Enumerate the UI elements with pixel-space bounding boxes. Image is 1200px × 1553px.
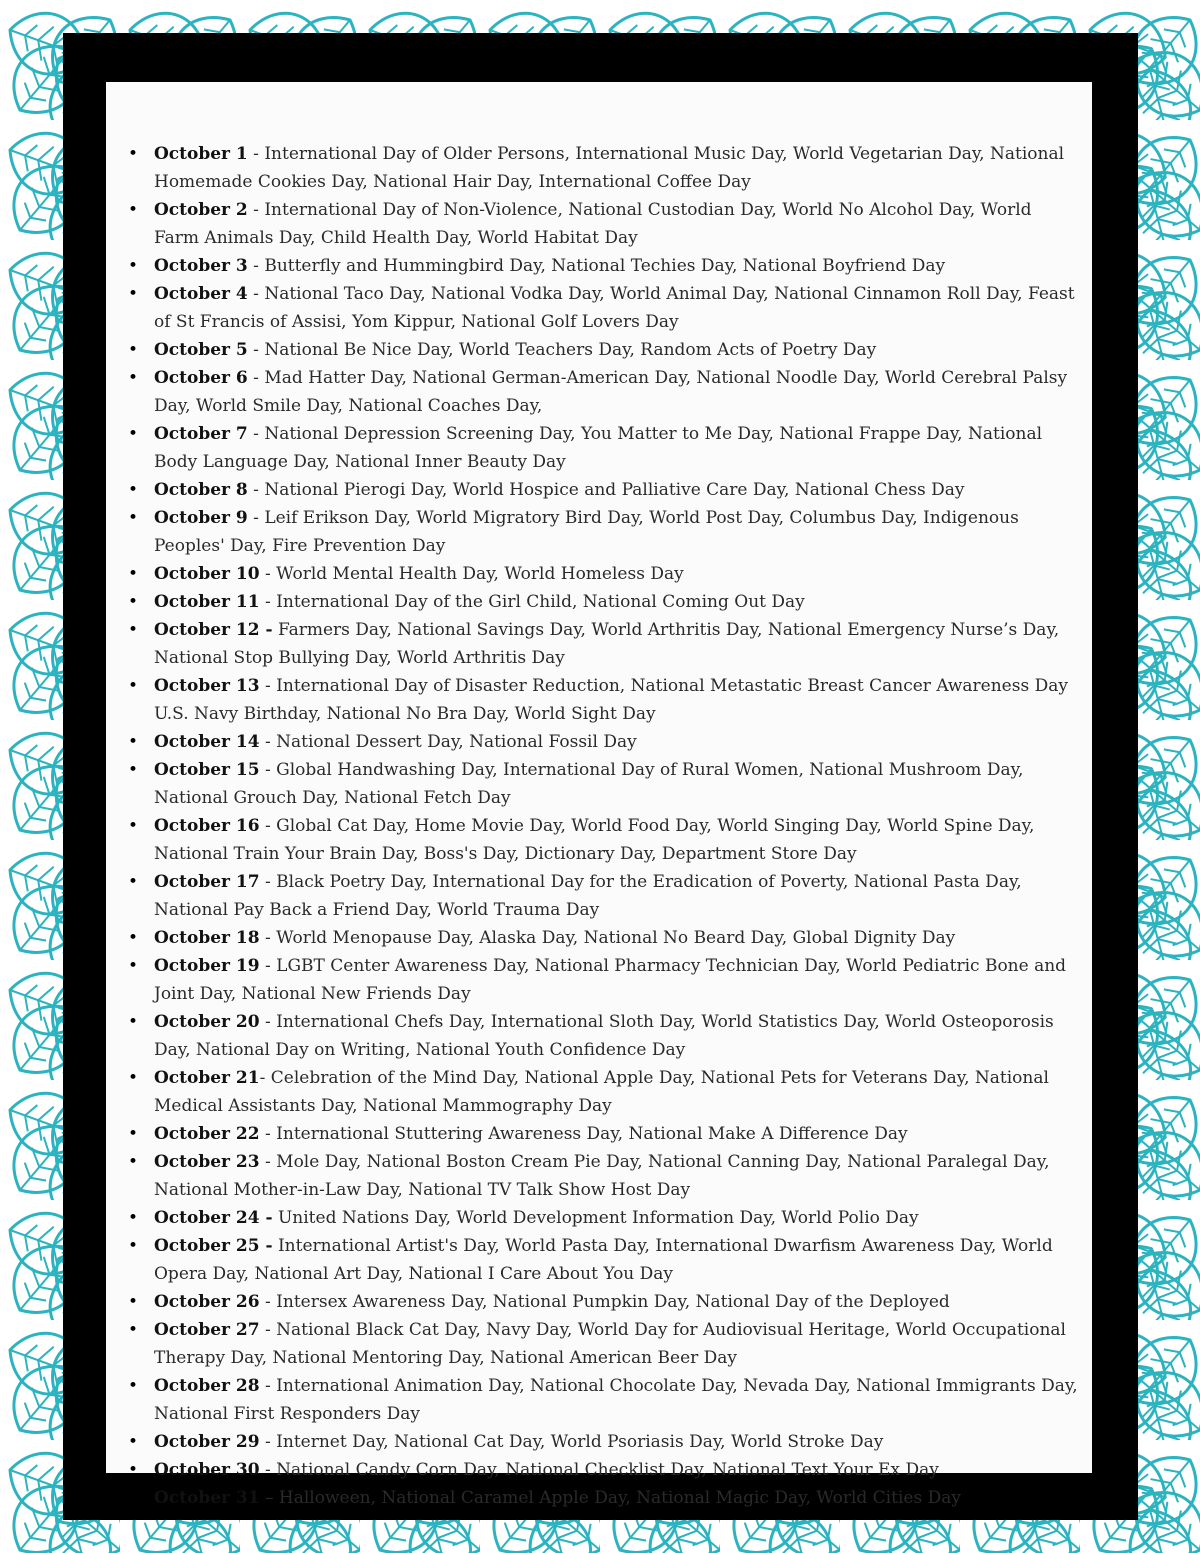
separator: - <box>259 928 277 948</box>
observances-text: Global Handwashing Day, International Day of Rural Women, National Mushroom Day, National Grouch Day, National Fetch Day <box>154 760 1024 808</box>
date-label: October 31 <box>154 1488 260 1508</box>
list-item <box>154 560 1079 588</box>
list-item <box>154 364 1079 420</box>
list-item <box>154 1484 1079 1512</box>
date-label: October 1 <box>154 144 248 164</box>
date-label: October 26 <box>154 1292 260 1312</box>
list-item <box>154 504 1079 560</box>
date-label: October 25 - <box>154 1236 273 1256</box>
date-label: October 15 <box>154 760 260 780</box>
separator: - <box>259 1012 277 1032</box>
list-item <box>154 280 1079 336</box>
date-label: October 6 <box>154 368 248 388</box>
separator: - <box>247 340 265 360</box>
observances-text: Global Cat Day, Home Movie Day, World Food Day, World Singing Day, World Spine Day, National Train Your Brain Day, Boss's Day, Dictionary Day, Department Store Day <box>154 816 1035 864</box>
list-item <box>154 1456 1079 1484</box>
date-label: October 19 <box>154 956 260 976</box>
list-item <box>154 1148 1079 1204</box>
date-label: October 4 <box>154 284 248 304</box>
date-label: October 28 <box>154 1376 260 1396</box>
date-label: October 10 <box>154 564 260 584</box>
date-label: October 7 <box>154 424 248 444</box>
observances-text: Leif Erikson Day, World Migratory Bird Day, World Post Day, Columbus Day, Indigenous Peoples' Day, Fire Prevention Day <box>154 508 1019 556</box>
separator: - <box>259 592 277 612</box>
list-item <box>154 868 1079 924</box>
observances-text: Halloween, National Caramel Apple Day, National Magic Day, World Cities Day <box>278 1488 961 1508</box>
observances-text: Farmers Day, National Savings Day, World Arthritis Day, National Emergency Nurse’s Day, National Stop Bullying Day, World Arthritis Day <box>154 620 1060 668</box>
list-item <box>154 140 1079 196</box>
date-label: October 24 - <box>154 1208 273 1228</box>
october-days-list <box>154 140 1079 1512</box>
date-label: October 27 <box>154 1320 260 1340</box>
observances-text: Black Poetry Day, International Day for the Eradication of Poverty, National Pasta Day, National Pay Back a Friend Day, World Trauma Day <box>154 872 1022 920</box>
black-frame <box>63 33 1138 1520</box>
observances-text: World Mental Health Day, World Homeless Day <box>276 564 684 584</box>
observances-text: National Black Cat Day, Navy Day, World Day for Audiovisual Heritage, World Occupational Therapy Day, National Mentoring Day, National American Beer Day <box>154 1320 1066 1368</box>
date-label: October 20 <box>154 1012 260 1032</box>
list-item <box>154 252 1079 280</box>
date-label: October 22 <box>154 1124 260 1144</box>
observances-text: International Chefs Day, International Sloth Day, World Statistics Day, World Osteoporosis Day, National Day on Writing, National Youth Confidence Day <box>154 1012 1054 1060</box>
list-item <box>154 1064 1079 1120</box>
date-label: October 14 <box>154 732 260 752</box>
list-item <box>154 812 1079 868</box>
list-item <box>154 588 1079 616</box>
date-label: October 16 <box>154 816 260 836</box>
list-item <box>154 336 1079 364</box>
date-label: October 12 - <box>154 620 273 640</box>
separator: - <box>259 1068 271 1088</box>
separator: - <box>259 956 277 976</box>
list-item <box>154 728 1079 756</box>
observances-text: National Taco Day, National Vodka Day, World Animal Day, National Cinnamon Roll Day, Feast of St Francis of Assisi, Yom Kippur, National Golf Lovers Day <box>154 284 1075 332</box>
separator: - <box>259 760 277 780</box>
observances-text: Celebration of the Mind Day, National Apple Day, National Pets for Veterans Day, National Medical Assistants Day, National Mammography Day <box>154 1068 1049 1116</box>
separator: - <box>247 508 265 528</box>
observances-text: International Day of Disaster Reduction, National Metastatic Breast Cancer Awareness Day U.S. Navy Birthday, National No Bra Day, World Sight Day <box>154 676 1068 724</box>
list-item <box>154 420 1079 476</box>
date-label: October 21 <box>154 1068 260 1088</box>
date-label: October 3 <box>154 256 248 276</box>
observances-text: National Candy Corn Day, National Checklist Day, National Text Your Ex Day <box>276 1460 939 1480</box>
observances-text: National Depression Screening Day, You Matter to Me Day, National Frappe Day, National Body Language Day, National Inner Beauty Day <box>154 424 1043 472</box>
separator: - <box>259 1292 277 1312</box>
list-item <box>154 756 1079 812</box>
list-item <box>154 1288 1079 1316</box>
observances-text: World Menopause Day, Alaska Day, National No Beard Day, Global Dignity Day <box>276 928 956 948</box>
list-item <box>154 196 1079 252</box>
date-label: October 11 <box>154 592 260 612</box>
observances-text: International Stuttering Awareness Day, National Make A Difference Day <box>276 1124 908 1144</box>
observances-text: Mad Hatter Day, National German-American Day, National Noodle Day, World Cerebral Palsy Day, World Smile Day, National Coaches Day, <box>154 368 1068 416</box>
list-item <box>154 1316 1079 1372</box>
date-label: October 8 <box>154 480 248 500</box>
date-label: October 2 <box>154 200 248 220</box>
list-item <box>154 616 1079 672</box>
date-label: October 30 <box>154 1460 260 1480</box>
date-label: October 13 <box>154 676 260 696</box>
observances-text: Internet Day, National Cat Day, World Psoriasis Day, World Stroke Day <box>276 1432 884 1452</box>
list-item <box>154 672 1079 728</box>
list-item <box>154 924 1079 952</box>
separator: - <box>247 480 265 500</box>
list-item <box>154 1204 1079 1232</box>
separator: - <box>247 256 265 276</box>
separator: – <box>259 1488 279 1508</box>
list-item <box>154 476 1079 504</box>
separator: - <box>259 1376 277 1396</box>
list-item <box>154 1120 1079 1148</box>
list-item <box>154 1232 1079 1288</box>
date-label: October 18 <box>154 928 260 948</box>
separator: - <box>259 732 277 752</box>
observances-text: International Animation Day, National Chocolate Day, Nevada Day, National Immigrants Day, National First Responders Day <box>154 1376 1078 1424</box>
date-label: October 23 <box>154 1152 260 1172</box>
separator: - <box>247 368 265 388</box>
observances-text: International Day of Older Persons, International Music Day, World Vegetarian Day, National Homemade Cookies Day, National Hair Day, International Coffee Day <box>154 144 1065 192</box>
separator: - <box>259 1460 277 1480</box>
separator: - <box>259 1320 277 1340</box>
separator: - <box>259 564 277 584</box>
separator: - <box>259 1152 277 1172</box>
date-label: October 5 <box>154 340 248 360</box>
list-item <box>154 952 1079 1008</box>
observances-text: United Nations Day, World Development Information Day, World Polio Day <box>277 1208 919 1228</box>
observances-text: Intersex Awareness Day, National Pumpkin Day, National Day of the Deployed <box>276 1292 950 1312</box>
list-item <box>154 1428 1079 1456</box>
separator: - <box>259 1432 277 1452</box>
content-card <box>106 82 1092 1508</box>
observances-text: International Artist's Day, World Pasta Day, International Dwarfism Awareness Day, World Opera Day, National Art Day, National I Care About You Day <box>154 1236 1053 1284</box>
separator: - <box>259 872 277 892</box>
separator: - <box>247 424 265 444</box>
observances-text: International Day of the Girl Child, National Coming Out Day <box>276 592 805 612</box>
separator: - <box>247 144 265 164</box>
observances-text: LGBT Center Awareness Day, National Pharmacy Technician Day, World Pediatric Bone and Joint Day, National New Friends Day <box>154 956 1067 1004</box>
observances-text: National Be Nice Day, World Teachers Day, Random Acts of Poetry Day <box>264 340 877 360</box>
list-item <box>154 1008 1079 1064</box>
separator: - <box>259 1124 277 1144</box>
separator: - <box>259 816 277 836</box>
separator: - <box>247 200 265 220</box>
observances-text: International Day of Non-Violence, National Custodian Day, World No Alcohol Day, World Farm Animals Day, Child Health Day, World Habitat Day <box>154 200 1032 248</box>
date-label: October 29 <box>154 1432 260 1452</box>
observances-text: Mole Day, National Boston Cream Pie Day, National Canning Day, National Paralegal Day, National Mother-in-Law Day, National TV Talk Show Host Day <box>154 1152 1050 1200</box>
date-label: October 9 <box>154 508 248 528</box>
separator: - <box>259 676 277 696</box>
list-item <box>154 1372 1079 1428</box>
date-label: October 17 <box>154 872 260 892</box>
observances-text: National Pierogi Day, World Hospice and Palliative Care Day, National Chess Day <box>264 480 965 500</box>
observances-text: Butterfly and Hummingbird Day, National Techies Day, National Boyfriend Day <box>264 256 946 276</box>
observances-text: National Dessert Day, National Fossil Day <box>276 732 637 752</box>
separator: - <box>247 284 265 304</box>
